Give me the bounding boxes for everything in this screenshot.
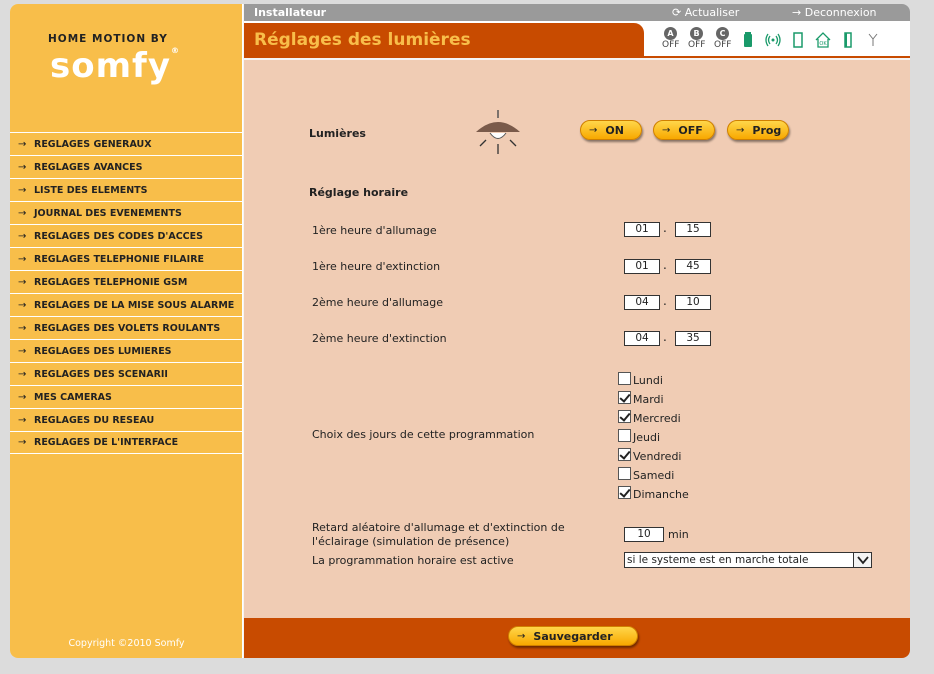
day-checkbox[interactable] — [618, 410, 631, 423]
save-button[interactable] — [508, 626, 638, 646]
day-mardi[interactable] — [618, 388, 664, 407]
sidebar-item-scenarii[interactable] — [10, 362, 243, 385]
sidebar-item-telephonie-filaire[interactable] — [10, 247, 243, 270]
day-vendredi[interactable] — [618, 445, 681, 464]
lights-label: Lumières — [309, 127, 366, 140]
day-checkbox[interactable] — [618, 486, 631, 499]
sidebar-item-label: MES CAMERAS — [34, 391, 112, 403]
chevron-down-icon[interactable] — [853, 553, 871, 567]
arrow-right-icon: → — [18, 391, 27, 403]
time-1-on-label: 1ère heure d'allumage — [312, 224, 437, 237]
sidebar-item-journal-evenements[interactable] — [10, 201, 243, 224]
brand-logo — [10, 4, 243, 124]
sidebar-item-label: REGLAGES DE L'INTERFACE — [34, 437, 179, 448]
arrow-right-icon: → — [18, 138, 27, 150]
time-1-off-minute-input[interactable]: 45 — [675, 259, 711, 274]
time-2-on-label: 2ème heure d'allumage — [312, 296, 444, 309]
arrow-right-icon: → — [18, 276, 27, 288]
active-mode-value: si le systeme est en marche totale — [627, 554, 809, 566]
status-icons — [662, 27, 881, 55]
somfy-logo-text: somfy — [50, 46, 171, 86]
day-label: Samedi — [633, 469, 675, 482]
sidebar-item-label: REGLAGES DES CODES D'ACCES — [34, 230, 203, 242]
sidebar-item-label: JOURNAL DES EVENEMENTS — [34, 207, 182, 219]
time-2-off-minute-input[interactable]: 35 — [675, 331, 711, 346]
footer-bar — [244, 618, 910, 658]
on-label: ON — [605, 123, 624, 137]
save-label: Sauvegarder — [533, 629, 613, 643]
arrow-right-icon: → — [517, 630, 526, 642]
logout-label: Deconnexion — [804, 6, 877, 19]
day-dimanche[interactable] — [618, 483, 689, 502]
sidebar-item-label: REGLAGES TELEPHONIE GSM — [34, 276, 188, 288]
zone-letter: B — [690, 27, 703, 40]
lights-on-button[interactable] — [580, 120, 642, 140]
user-role: Installateur — [254, 6, 327, 19]
page-title: Réglages des lumières — [254, 30, 471, 50]
arrow-right-icon: → — [18, 368, 27, 380]
day-label: Lundi — [633, 374, 663, 387]
somfy-logo — [50, 46, 180, 86]
main-content — [244, 60, 910, 618]
zone-letter: A — [664, 27, 677, 40]
arrow-right-icon: → — [736, 124, 745, 136]
zone-state: OFF — [688, 40, 706, 50]
day-lundi[interactable] — [618, 369, 663, 388]
time-1-off-label: 1ère heure d'extinction — [312, 260, 441, 273]
sidebar-item-volets-roulants[interactable] — [10, 316, 243, 339]
arrow-right-icon: → — [18, 345, 27, 357]
zone-a-status — [662, 27, 679, 55]
home-ok-icon — [815, 30, 831, 50]
arrow-right-icon: → — [18, 299, 27, 311]
day-label: Dimanche — [633, 488, 689, 501]
off-label: OFF — [678, 123, 703, 137]
svg-text:OK: OK — [819, 41, 827, 47]
sidebar-item-label: REGLAGES GENERAUX — [34, 138, 152, 150]
delay-unit: min — [668, 528, 689, 541]
copyright: Copyright ©2010 Somfy — [68, 638, 185, 649]
days-label: Choix des jours de cette programmation — [312, 428, 535, 441]
sidebar-menu — [10, 132, 243, 454]
time-2-on-minute-input[interactable]: 10 — [675, 295, 711, 310]
sidebar-item-label: REGLAGES AVANCES — [34, 161, 143, 173]
time-1-on-hour-input[interactable]: 01 — [624, 222, 660, 237]
registered-mark: ® — [170, 46, 180, 55]
refresh-link[interactable] — [672, 6, 739, 19]
day-mercredi[interactable] — [618, 407, 681, 426]
zone-letter: C — [716, 27, 729, 40]
refresh-label: Actualiser — [684, 6, 740, 19]
day-checkbox[interactable] — [618, 372, 631, 385]
sidebar-item-codes-acces[interactable] — [10, 224, 243, 247]
schedule-title: Réglage horaire — [309, 186, 409, 199]
day-label: Vendredi — [633, 450, 682, 463]
zone-c-status — [714, 27, 731, 55]
time-2-off-hour-input[interactable]: 04 — [624, 331, 660, 346]
delay-label-line-1: Retard aléatoire d'allumage et d'extinction de — [312, 521, 565, 534]
arrow-right-icon: → — [18, 322, 27, 334]
arrow-right-icon: → — [589, 124, 598, 136]
day-checkbox[interactable] — [618, 448, 631, 461]
day-samedi[interactable] — [618, 464, 674, 483]
arrow-right-icon: → — [18, 161, 27, 173]
door-sensor-icon — [790, 30, 806, 50]
title-tab — [244, 23, 644, 58]
delay-input[interactable]: 10 — [624, 527, 664, 542]
sidebar-item-label: REGLAGES DU RESEAU — [34, 414, 155, 426]
arrow-right-icon: → — [18, 253, 27, 265]
sidebar-item-interface[interactable] — [10, 431, 243, 454]
refresh-icon: ⟳ — [672, 6, 682, 19]
arrow-right-icon: → — [18, 207, 27, 219]
active-mode-select[interactable] — [624, 552, 872, 568]
logout-link[interactable] — [792, 6, 877, 19]
lamp-icon — [470, 110, 526, 156]
time-separator: . — [663, 258, 667, 272]
arrow-right-icon: → — [792, 6, 802, 19]
app-frame — [10, 4, 910, 658]
time-1-off-hour-input[interactable]: 01 — [624, 259, 660, 274]
sidebar-item-liste-elements[interactable] — [10, 178, 243, 201]
arrow-right-icon: → — [18, 437, 27, 448]
sidebar-item-lumieres[interactable] — [10, 339, 243, 362]
delay-label-line-2: l'éclairage (simulation de présence) — [312, 535, 510, 548]
arrow-right-icon: → — [18, 184, 27, 196]
sidebar-item-telephonie-gsm[interactable] — [10, 270, 243, 293]
time-separator: . — [663, 294, 667, 308]
sidebar — [10, 4, 243, 658]
day-checkbox[interactable] — [618, 391, 631, 404]
title-bar — [244, 21, 910, 58]
box-status-icon — [840, 30, 856, 50]
sidebar-item-reglages-generaux[interactable] — [10, 132, 243, 155]
day-label: Mardi — [633, 393, 664, 406]
prog-label: Prog — [752, 123, 782, 137]
zone-b-status — [688, 27, 705, 55]
day-checkbox[interactable] — [618, 467, 631, 480]
time-1-on-minute-input[interactable]: 15 — [675, 222, 711, 237]
sidebar-item-label: REGLAGES DES LUMIERES — [34, 345, 172, 357]
arrow-right-icon: → — [662, 124, 671, 136]
sidebar-item-label: REGLAGES DES VOLETS ROULANTS — [34, 322, 221, 334]
sidebar-item-mise-sous-alarme[interactable] — [10, 293, 243, 316]
lights-prog-button[interactable] — [727, 120, 789, 140]
sidebar-item-label: REGLAGES DE LA MISE SOUS ALARME — [34, 299, 235, 311]
time-separator: . — [663, 330, 667, 344]
time-2-off-label: 2ème heure d'extinction — [312, 332, 447, 345]
lights-off-button[interactable] — [653, 120, 715, 140]
sidebar-item-label: LISTE DES ELEMENTS — [34, 184, 148, 196]
sidebar-item-cameras[interactable] — [10, 385, 243, 408]
zone-state: OFF — [662, 40, 680, 50]
time-2-on-hour-input[interactable]: 04 — [624, 295, 660, 310]
zone-state: OFF — [714, 40, 732, 50]
time-separator: . — [663, 221, 667, 235]
gsm-antenna-icon — [865, 30, 881, 50]
day-label: Jeudi — [633, 431, 661, 444]
battery-icon — [740, 30, 756, 50]
top-bar — [244, 4, 910, 21]
day-checkbox[interactable] — [618, 429, 631, 442]
sidebar-item-label: REGLAGES TELEPHONIE FILAIRE — [34, 253, 204, 265]
brand-tagline: HOME MOTION BY — [48, 33, 168, 45]
day-jeudi[interactable] — [618, 426, 660, 445]
day-label: Mercredi — [633, 412, 681, 425]
active-label: La programmation horaire est active — [312, 554, 514, 567]
sidebar-item-reglages-avances[interactable] — [10, 155, 243, 178]
sidebar-item-reseau[interactable] — [10, 408, 243, 431]
arrow-right-icon: → — [18, 230, 27, 242]
arrow-right-icon: → — [18, 414, 27, 426]
radio-signal-icon — [765, 30, 781, 50]
sidebar-item-label: REGLAGES DES SCENARII — [34, 368, 168, 380]
